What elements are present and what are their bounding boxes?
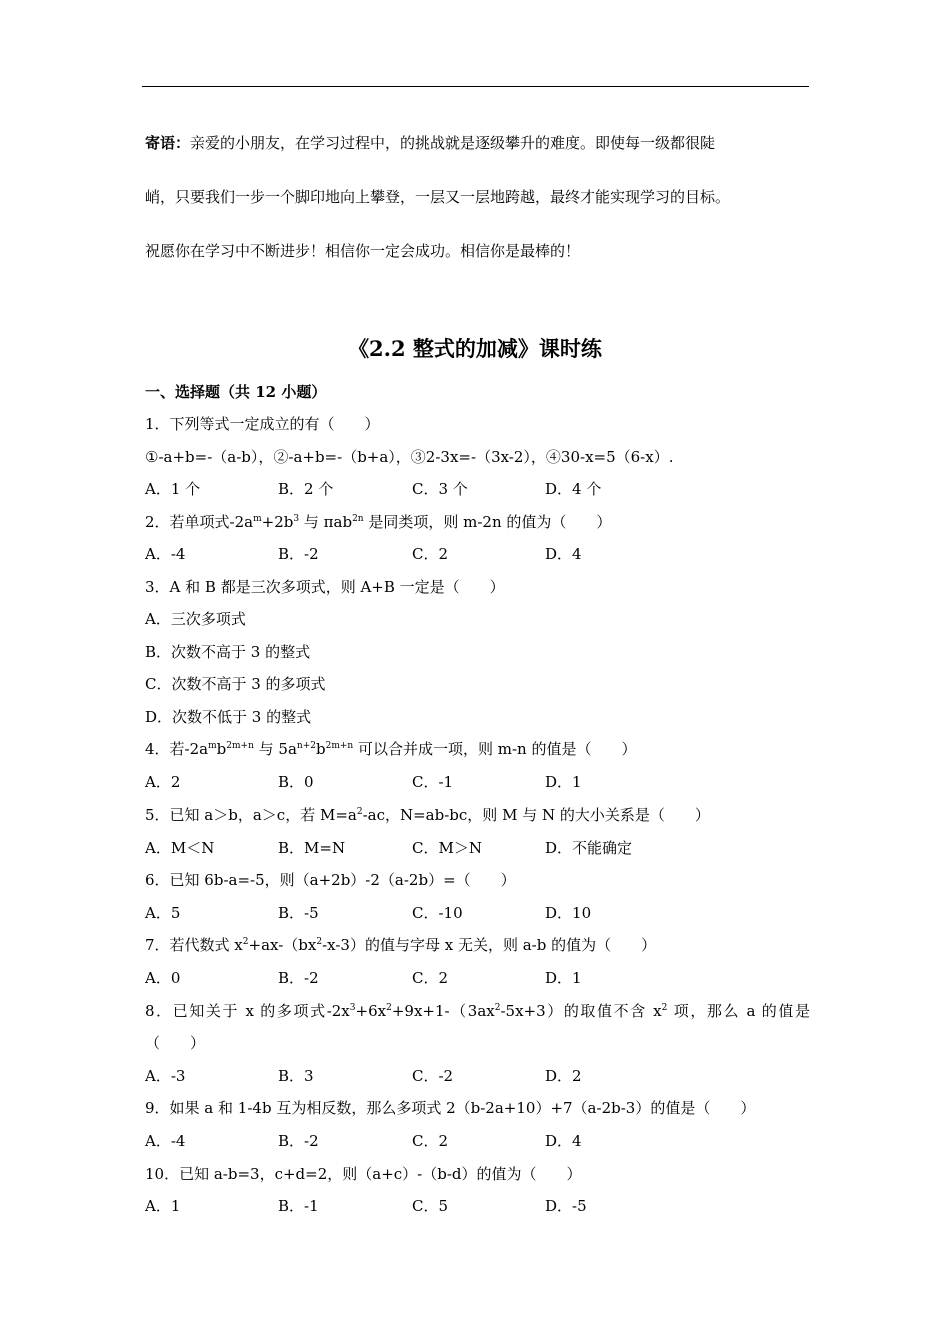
- question-10-stem: 10．已知 a-b=3，c+d=2，则（a+c）-（b-d）的值为（ ）: [145, 1165, 582, 1183]
- option-b: B．次数不高于 3 的整式: [145, 643, 311, 661]
- option-b: B．3: [278, 1067, 314, 1085]
- question-5-stem: 5．已知 a＞b，a＞c，若 $M=a^2-ac$，N=ab-bc，则 M 与 N 的大小关系是（ ）: [145, 806, 710, 824]
- intro-line-2: 峭，只要我们一步一个脚印地向上攀登，一层又一层地跨越，最终才能实现学习的目标。: [145, 188, 731, 206]
- page-title: 《2.2 整式的加减》课时练: [348, 336, 602, 361]
- question-1-stem: 1．下列等式一定成立的有（ ）: [145, 415, 380, 433]
- option-a: A．5: [145, 904, 181, 922]
- option-c: C．-2: [412, 1067, 454, 1085]
- option-b: B．-2: [278, 1132, 319, 1150]
- intro-label: 寄语：: [145, 134, 191, 152]
- option-a: A．-4: [145, 545, 186, 563]
- question-2-stem: 2．若单项式$-2a^m+2b^3$ 与 πab$^{2n}$ 是同类项，则 m-2n 的值为（ ）: [145, 513, 612, 531]
- option-a: A．-4: [145, 1132, 186, 1150]
- option-a: A．2: [145, 773, 181, 791]
- option-a: A．0: [145, 969, 181, 987]
- option-a: A．1: [145, 1197, 181, 1215]
- question-7-stem: 7．若代数式 $x^2+ax-(bx^2-x-3)$的值与字母 x 无关，则 a-b 的值为（ ）: [145, 936, 657, 954]
- option-b: B．-2: [278, 545, 319, 563]
- option-d: D．10: [545, 904, 592, 922]
- option-d: D．-5: [545, 1197, 587, 1215]
- option-b: B．2 个: [278, 480, 334, 498]
- option-c: C．次数不高于 3 的多项式: [145, 675, 326, 693]
- option-d: D．1: [545, 969, 582, 987]
- option-c: C．2: [412, 1132, 449, 1150]
- option-c: C．5: [412, 1197, 449, 1215]
- option-c: C．-1: [412, 773, 454, 791]
- question-8-stem: 8．已知关于 x 的多项式$-2x^3+6x^2+9x+1-(3ax^2-5x+3)$的取值不含 $x^2$ 项，那么 a 的值是: [145, 1002, 810, 1020]
- header-rule: [142, 86, 809, 87]
- option-c: C．3 个: [412, 480, 468, 498]
- intro-line-3: 祝愿你在学习中不断进步！相信你一定会成功。相信你是最棒的！: [145, 242, 581, 260]
- option-d: D．2: [545, 1067, 582, 1085]
- question-8-continuation: （ ）: [145, 1034, 206, 1052]
- option-a: A．1 个: [145, 480, 201, 498]
- intro-line-1: 寄语：亲爱的小朋友，在学习过程中，的挑战就是逐级攀升的难度。即使每一级都很陡: [145, 134, 716, 152]
- option-d: D．1: [545, 773, 582, 791]
- option-d: D．4 个: [545, 480, 602, 498]
- option-a: A．-3: [145, 1067, 186, 1085]
- question-6-stem: 6．已知 6b-a=-5，则（a+2b）-2（a-2b）=（ ）: [145, 871, 516, 889]
- question-4-stem: 4．若$-2a^mb^{2m+n}$ 与 $5a^{n+2}b^{2m+n}$ 可以合并成一项，则 m-n 的值是（ ）: [145, 740, 637, 758]
- option-d: D．次数不低于 3 的整式: [145, 708, 312, 726]
- option-a: A．M＜N: [145, 839, 215, 857]
- option-b: B．-1: [278, 1197, 319, 1215]
- option-c: C．-10: [412, 904, 463, 922]
- option-a: A．三次多项式: [145, 610, 246, 628]
- option-d: D．不能确定: [545, 839, 633, 857]
- option-b: B．M=N: [278, 839, 346, 857]
- option-b: B．-2: [278, 969, 319, 987]
- option-d: D．4: [545, 1132, 582, 1150]
- option-b: B．-5: [278, 904, 319, 922]
- option-c: C．2: [412, 545, 449, 563]
- option-c: C．2: [412, 969, 449, 987]
- option-d: D．4: [545, 545, 582, 563]
- option-b: B．0: [278, 773, 314, 791]
- question-3-stem: 3．A 和 B 都是三次多项式，则 A+B 一定是（ ）: [145, 578, 505, 596]
- question-9-stem: 9．如果 a 和 1-4b 互为相反数，那么多项式 2（b-2a+10）+7（a-2b-3）的值是（ ）: [145, 1099, 756, 1117]
- section-heading: 一、选择题（共 12 小题）: [145, 383, 327, 401]
- option-c: C．M＞N: [412, 839, 482, 857]
- question-1-conditions: ①-a+b=-（a-b），②-a+b=-（b+a），③2-3x=-（3x-2），④30-x=5（6-x）.: [145, 448, 674, 466]
